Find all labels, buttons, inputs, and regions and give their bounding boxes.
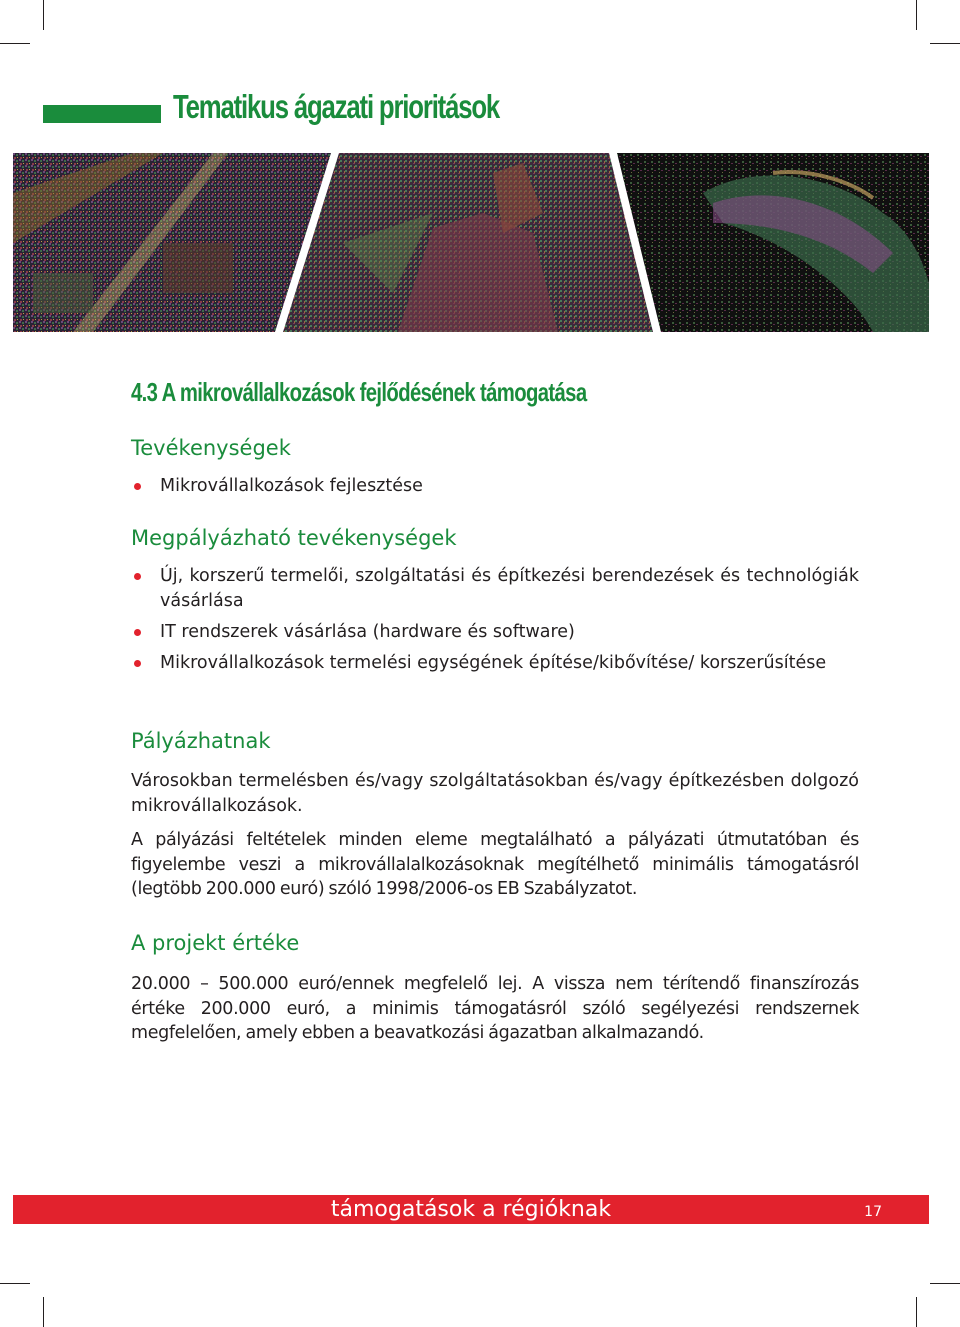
crop-mark [0, 1283, 30, 1284]
crop-mark [0, 43, 30, 44]
hands-photo [617, 153, 929, 332]
crop-mark [916, 0, 917, 30]
project-value-text [131, 972, 859, 1046]
list-item: Mikrovállalkozások termelési egységének építése/kibővítése/ korszerűsítése [131, 651, 859, 676]
crop-mark [43, 0, 44, 30]
crop-mark [930, 43, 960, 44]
page-title: Tematikus ágazati prioritások [173, 88, 500, 125]
crop-mark [43, 1297, 44, 1327]
project-value-heading: A projekt értéke [131, 931, 300, 955]
applicants-heading: Pályázhatnak [131, 729, 271, 753]
eligible-activities-heading: Megpályázható tevékenységek [131, 526, 457, 550]
activities-heading: Tevékenységek [131, 436, 291, 460]
section-title: 4.3 A mikrovállalkozások fejlődésének támogatása [131, 377, 587, 407]
castle-aerial-photo [283, 153, 653, 332]
paragraph: Városokban termelésben és/vagy szolgáltatásokban és/vagy építkezésben dolgozó mikrovállalkozások. [131, 771, 859, 816]
list-item: Mikrovállalkozások fejlesztése [131, 474, 859, 499]
header-accent-bar [43, 105, 161, 123]
paragraph: A pályázási feltételek minden eleme megtalálható a pályázati útmutatóban és figyelembe veszi a mikrovállalalkozásoknak megítélhető minimális támogatásról (legtöbb 200.000 euró) szóló 1998/2006-os EB Szabályzatot. [131, 830, 859, 899]
crop-mark [916, 1297, 917, 1327]
applicants-text [131, 769, 859, 902]
eligible-activities-list [131, 564, 859, 676]
list-item: IT rendszerek vásárlása (hardware és software) [131, 620, 859, 645]
photo-strip [13, 153, 929, 332]
footer-band [13, 1195, 929, 1224]
activities-list [131, 474, 859, 499]
crop-mark [930, 1283, 960, 1284]
paragraph: 20.000 – 500.000 euró/ennek megfelelő lej. A vissza nem térítendő finanszírozás értéke 200.000 euró, a minimis támogatásról szóló segélyezési rendszernek megfelelően, amely ebben a beavatkozási ágazatban alkalmazandó. [131, 974, 859, 1043]
footer-text: támogatások a régióknak [330, 1197, 612, 1222]
city-aerial-photo [13, 153, 331, 332]
page-number: 17 [864, 1204, 882, 1220]
list-item: Új, korszerű termelői, szolgáltatási és építkezési berendezések és technológiák vásárlása [131, 564, 859, 614]
